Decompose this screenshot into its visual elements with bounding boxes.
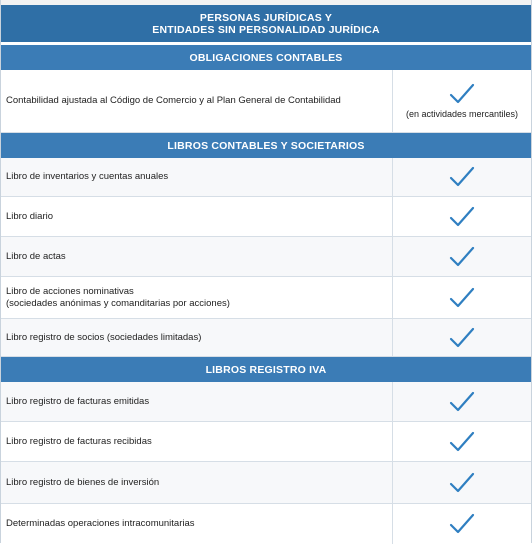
table-row [1, 462, 531, 504]
row-label: Libro de inventarios y cuentas anuales [1, 158, 393, 196]
checkmark-icon [449, 206, 475, 228]
table-row [1, 277, 531, 319]
check-cell [393, 319, 531, 356]
row-note: (en actividades mercantiles) [405, 109, 519, 119]
title-line-1: PERSONAS JURÍDICAS Y [199, 11, 333, 24]
table-title [1, 5, 531, 42]
row-label: Libro registro de facturas recibidas [1, 422, 393, 461]
table-row [1, 158, 531, 197]
check-cell [393, 237, 531, 276]
row-label: Determinadas operaciones intracomunitarias [1, 504, 393, 544]
check-cell [393, 422, 531, 461]
check-cell [393, 197, 531, 236]
check-cell [393, 277, 531, 318]
check-cell [393, 158, 531, 196]
row-label: Libro de actas [1, 237, 393, 276]
checkmark-icon [449, 472, 475, 494]
table-row [1, 70, 531, 133]
table-row [1, 382, 531, 422]
check-cell [393, 462, 531, 503]
checkmark-icon [449, 246, 475, 268]
row-label: Libro diario [1, 197, 393, 236]
checkmark-icon [449, 166, 475, 188]
row-label-line-1: Libro de acciones nominativas [6, 285, 134, 297]
table-row [1, 319, 531, 357]
table-row [1, 197, 531, 237]
section-header-libros: LIBROS CONTABLES Y SOCIETARIOS [1, 133, 531, 158]
checkmark-icon [449, 327, 475, 349]
row-label: Libro registro de bienes de inversión [1, 462, 393, 503]
table-row [1, 504, 531, 544]
checkmark-icon [449, 287, 475, 309]
table-row [1, 237, 531, 277]
row-label: Libro registro de socios (sociedades limitadas) [1, 319, 393, 356]
checkmark-icon [449, 513, 475, 535]
row-label: Libro registro de facturas emitidas [1, 382, 393, 421]
section-header-iva: LIBROS REGISTRO IVA [1, 357, 531, 382]
title-line-2: ENTIDADES SIN PERSONALIDAD JURÍDICA [152, 23, 380, 36]
checkmark-icon [449, 431, 475, 453]
checkmark-icon [449, 391, 475, 413]
table-row [1, 422, 531, 462]
check-cell [393, 382, 531, 421]
row-label: Contabilidad ajustada al Código de Comercio y al Plan General de Contabilidad [1, 70, 393, 132]
row-label-line-2: (sociedades anónimas y comanditarias por acciones) [6, 297, 230, 309]
checkmark-icon [449, 83, 475, 105]
check-cell [393, 70, 531, 132]
check-cell [393, 504, 531, 544]
section-header-obligaciones: OBLIGACIONES CONTABLES [1, 45, 531, 70]
row-label-multiline [1, 277, 393, 318]
